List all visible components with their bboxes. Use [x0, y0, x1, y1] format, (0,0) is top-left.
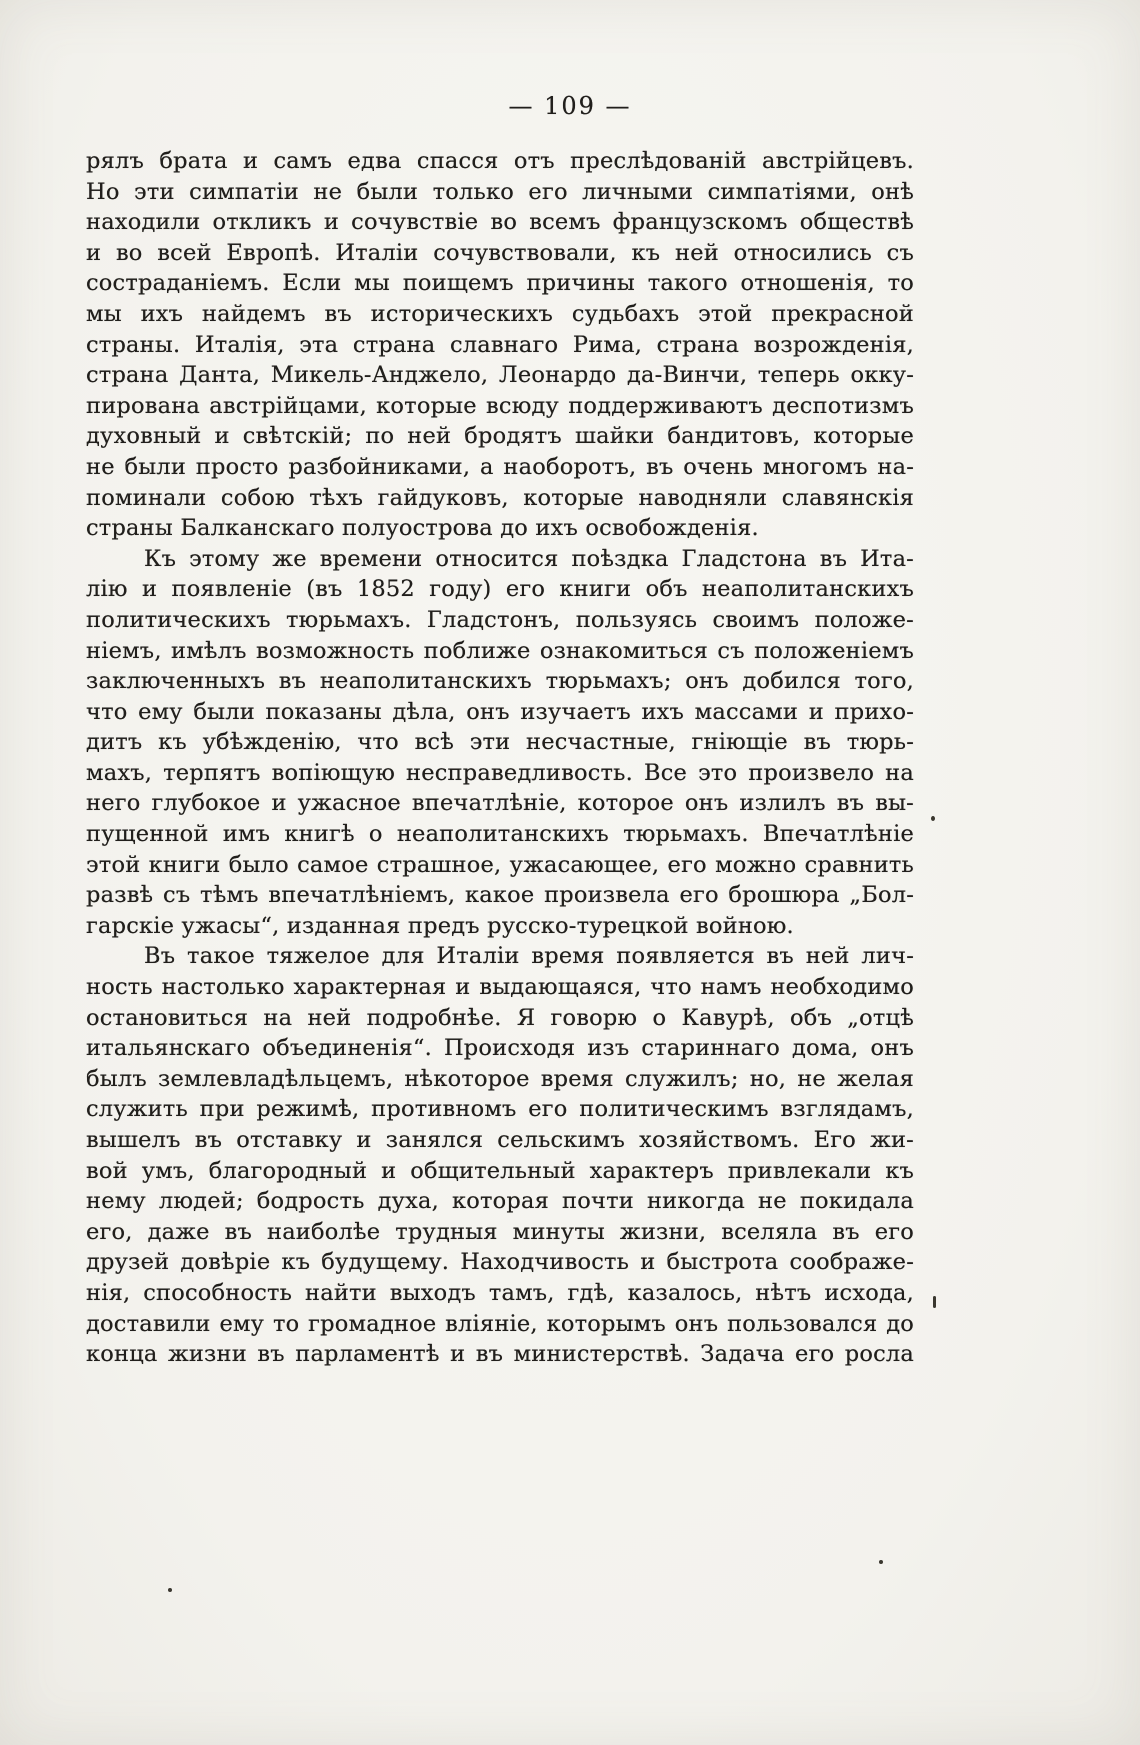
text-line: доставили ему то громадное вліяніе, которымъ онъ пользовался до: [86, 1310, 914, 1337]
text-line: лію и появленіе (въ 1852 году) его книги объ неаполитанскихъ: [86, 576, 914, 603]
text-line: находили откликъ и сочувствіе во всемъ французскомъ обществѣ: [86, 209, 914, 236]
text-line: махъ, терпятъ вопіющую несправедливость. Все это произвело на: [86, 759, 914, 786]
text-line: вышелъ въ отставку и занялся сельскимъ хозяйствомъ. Его жи-: [86, 1127, 914, 1153]
text-line: ніемъ, имѣлъ возможность поближе ознакомиться съ положеніемъ: [86, 637, 914, 664]
text-line: политическихъ тюрьмахъ. Гладстонъ, пользуясь своимъ положе-: [86, 606, 914, 633]
scan-speck: [933, 1296, 936, 1308]
text-line: развѣ съ тѣмъ впечатлѣніемъ, какое произвела его брошюра „Бол-: [86, 882, 914, 909]
text-line: былъ землевладѣльцемъ, нѣкоторое время служилъ; но, не желая: [86, 1065, 914, 1092]
paragraph: [86, 146, 914, 544]
text-line: гарскіе ужасы“, изданная предъ русско-турецкой войною.: [86, 912, 794, 939]
paragraph: [86, 941, 914, 1369]
text-line: Къ этому же времени относится поѣздка Гладстона въ Ита-: [144, 545, 914, 572]
text-line: пирована австрійцами, которые всюду поддерживаютъ деспотизмъ: [86, 392, 914, 419]
text-line: конца жизни въ парламентѣ и въ министерствѣ. Задача его росла: [86, 1341, 914, 1368]
text-line: вой умъ, благородный и общительный характеръ привлекали къ: [86, 1157, 914, 1184]
text-line: нему людей; бодрость духа, которая почти никогда не покидала: [86, 1188, 914, 1215]
text-block: [86, 146, 914, 1370]
text-line: нія, способность найти выходъ тамъ, гдѣ, казалось, нѣтъ исхода,: [86, 1279, 914, 1306]
text-line: страна Данта, Микель-Анджело, Леонардо да-Винчи, теперь окку-: [86, 362, 914, 389]
text-line: заключенныхъ въ неаполитанскихъ тюрьмахъ; онъ добился того,: [86, 668, 914, 695]
text-line: этой книги было самое страшное, ужасающее, его можно сравнить: [86, 851, 914, 878]
text-line: Въ такое тяжелое для Италіи время появляется въ ней лич-: [144, 943, 914, 970]
text-line: и во всей Европѣ. Италіи сочувствовали, къ ней относились съ: [86, 239, 914, 266]
text-line: служить при режимѣ, противномъ его политическимъ взглядамъ,: [86, 1096, 914, 1123]
text-line: не были просто разбойниками, а наоборотъ, въ очень многомъ на-: [86, 453, 914, 480]
text-line: состраданіемъ. Если мы поищемъ причины такого отношенія, то: [86, 270, 914, 297]
scan-speck: [879, 1560, 883, 1564]
text-line: него глубокое и ужасное впечатлѣніе, которое онъ излилъ въ вы-: [86, 790, 914, 817]
text-line: ность настолько характерная и выдающаяся, что намъ необходимо: [86, 974, 914, 1001]
paragraph: [86, 544, 914, 942]
scan-speck: [168, 1588, 172, 1592]
page-number: — 109 —: [508, 92, 632, 120]
text-line: остановиться на ней подробнѣе. Я говорю о Кавурѣ, объ „отцѣ: [86, 1004, 914, 1031]
text-line: пущенной имъ книгѣ о неаполитанскихъ тюрьмахъ. Впечатлѣніе: [86, 821, 914, 848]
text-line: рялъ брата и самъ едва спасся отъ преслѣдованій австрійцевъ.: [86, 148, 914, 174]
text-line: друзей довѣріе къ будущему. Находчивость и быстрота соображе-: [86, 1249, 914, 1276]
text-line: Но эти симпатіи не были только его личными симпатіями, онѣ: [86, 178, 914, 205]
text-line: страны. Италія, эта страна славнаго Рима, страна возрожденія,: [86, 331, 914, 358]
text-line: мы ихъ найдемъ въ историческихъ судьбахъ этой прекрасной: [86, 300, 914, 327]
text-line: что ему были показаны дѣла, онъ изучаетъ ихъ массами и прихо-: [86, 698, 914, 725]
text-line: поминали собою тѣхъ гайдуковъ, которые наводняли славянскія: [86, 484, 914, 511]
scan-speck: [931, 816, 935, 821]
text-line: его, даже въ наиболѣе трудныя минуты жизни, вселяла въ его: [86, 1218, 914, 1245]
text-line: страны Балканскаго полуострова до ихъ освобожденія.: [86, 515, 759, 542]
text-line: дитъ къ убѣжденію, что всѣ эти несчастные, гніющіе въ тюрь-: [86, 729, 914, 756]
text-line: духовный и свѣтскій; по ней бродятъ шайки бандитовъ, которые: [86, 423, 914, 450]
text-line: итальянскаго объединенія“. Происходя изъ стариннаго дома, онъ: [86, 1035, 914, 1062]
